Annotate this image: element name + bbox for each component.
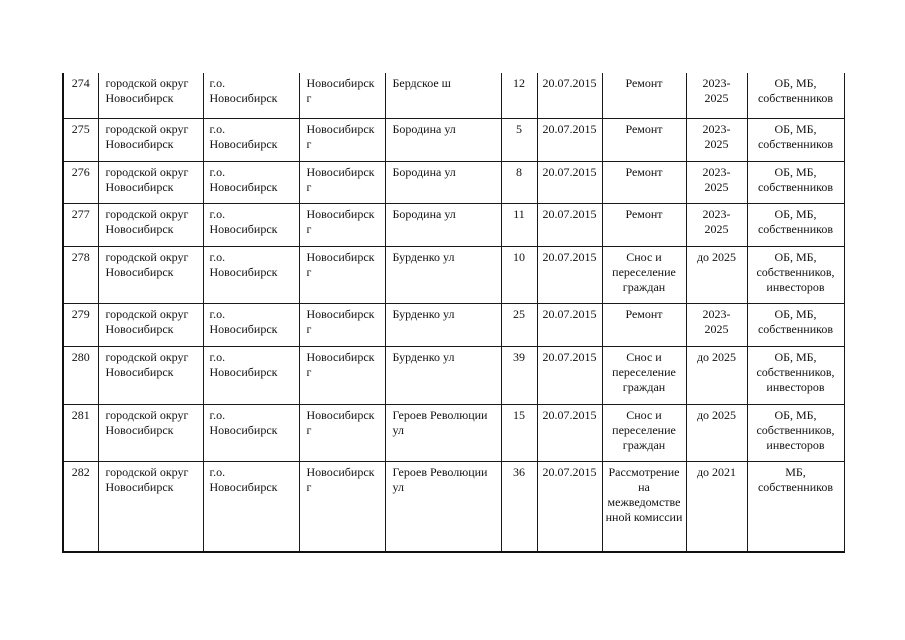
measure-cell: Ремонт — [602, 303, 686, 346]
funding-source-cell: ОБ, МБ, собственников — [747, 203, 844, 246]
date-cell: 20.07.2015 — [537, 404, 602, 461]
street-cell: Бердское ш — [385, 73, 501, 118]
row-number-cell: 275 — [63, 118, 98, 161]
house-number-cell: 25 — [501, 303, 537, 346]
house-number-cell: 11 — [501, 203, 537, 246]
row-number-cell: 274 — [63, 73, 98, 118]
date-cell: 20.07.2015 — [537, 303, 602, 346]
street-cell: Бородина ул — [385, 203, 501, 246]
date-cell: 20.07.2015 — [537, 73, 602, 118]
locality-cell: Новосибирск г — [299, 246, 385, 303]
street-cell: Бородина ул — [385, 161, 501, 203]
row-number-cell: 282 — [63, 461, 98, 552]
funding-source-cell: ОБ, МБ, собственников — [747, 161, 844, 203]
municipality-cell: городской округ Новосибирск — [98, 461, 203, 552]
locality-cell: Новосибирск г — [299, 303, 385, 346]
house-number-cell: 5 — [501, 118, 537, 161]
row-number-cell: 279 — [63, 303, 98, 346]
table-row — [63, 404, 844, 461]
period-cell: 2023-2025 — [686, 203, 747, 246]
table-row — [63, 73, 844, 118]
period-cell: 2023-2025 — [686, 161, 747, 203]
municipality-cell: городской округ Новосибирск — [98, 246, 203, 303]
house-number-cell: 8 — [501, 161, 537, 203]
period-cell: до 2025 — [686, 246, 747, 303]
settlement-cell: г.о. Новосибирск — [203, 303, 299, 346]
period-cell: 2023-2025 — [686, 73, 747, 118]
funding-source-cell: МБ, собственников — [747, 461, 844, 552]
period-cell: до 2021 — [686, 461, 747, 552]
date-cell: 20.07.2015 — [537, 203, 602, 246]
date-cell: 20.07.2015 — [537, 118, 602, 161]
house-number-cell: 10 — [501, 246, 537, 303]
table-row — [63, 118, 844, 161]
date-cell: 20.07.2015 — [537, 246, 602, 303]
funding-source-cell: ОБ, МБ, собственников — [747, 73, 844, 118]
locality-cell: Новосибирск г — [299, 73, 385, 118]
house-number-cell: 39 — [501, 346, 537, 404]
municipality-cell: городской округ Новосибирск — [98, 73, 203, 118]
municipality-cell: городской округ Новосибирск — [98, 161, 203, 203]
date-cell: 20.07.2015 — [537, 461, 602, 552]
table-row — [63, 346, 844, 404]
locality-cell: Новосибирск г — [299, 346, 385, 404]
municipality-cell: городской округ Новосибирск — [98, 303, 203, 346]
street-cell: Героев Революции ул — [385, 461, 501, 552]
measure-cell: Ремонт — [602, 73, 686, 118]
table-row — [63, 246, 844, 303]
funding-source-cell: ОБ, МБ, собственников, инвесторов — [747, 404, 844, 461]
house-number-cell: 12 — [501, 73, 537, 118]
period-cell: 2023-2025 — [686, 303, 747, 346]
measure-cell: Снос и переселение граждан — [602, 246, 686, 303]
date-cell: 20.07.2015 — [537, 161, 602, 203]
table-row — [63, 461, 844, 552]
measure-cell: Рассмотрение на межведомственной комиссии — [602, 461, 686, 552]
house-number-cell: 15 — [501, 404, 537, 461]
settlement-cell: г.о. Новосибирск — [203, 346, 299, 404]
settlement-cell: г.о. Новосибирск — [203, 461, 299, 552]
street-cell: Бурденко ул — [385, 246, 501, 303]
municipality-cell: городской округ Новосибирск — [98, 346, 203, 404]
row-number-cell: 280 — [63, 346, 98, 404]
funding-source-cell: ОБ, МБ, собственников, инвесторов — [747, 246, 844, 303]
settlement-cell: г.о. Новосибирск — [203, 404, 299, 461]
table-row — [63, 303, 844, 346]
housing-program-table — [62, 73, 845, 553]
row-number-cell: 281 — [63, 404, 98, 461]
table-row — [63, 161, 844, 203]
measure-cell: Ремонт — [602, 161, 686, 203]
measure-cell: Ремонт — [602, 203, 686, 246]
funding-source-cell: ОБ, МБ, собственников, инвесторов — [747, 346, 844, 404]
row-number-cell: 276 — [63, 161, 98, 203]
period-cell: до 2025 — [686, 404, 747, 461]
measure-cell: Снос и переселение граждан — [602, 346, 686, 404]
municipality-cell: городской округ Новосибирск — [98, 404, 203, 461]
settlement-cell: г.о. Новосибирск — [203, 73, 299, 118]
funding-source-cell: ОБ, МБ, собственников — [747, 303, 844, 346]
row-number-cell: 277 — [63, 203, 98, 246]
locality-cell: Новосибирск г — [299, 161, 385, 203]
municipality-cell: городской округ Новосибирск — [98, 203, 203, 246]
funding-source-cell: ОБ, МБ, собственников — [747, 118, 844, 161]
table-row — [63, 203, 844, 246]
settlement-cell: г.о. Новосибирск — [203, 203, 299, 246]
locality-cell: Новосибирск г — [299, 203, 385, 246]
settlement-cell: г.о. Новосибирск — [203, 246, 299, 303]
street-cell: Бурденко ул — [385, 303, 501, 346]
street-cell: Героев Революции ул — [385, 404, 501, 461]
street-cell: Бурденко ул — [385, 346, 501, 404]
locality-cell: Новосибирск г — [299, 118, 385, 161]
street-cell: Бородина ул — [385, 118, 501, 161]
measure-cell: Снос и переселение граждан — [602, 404, 686, 461]
measure-cell: Ремонт — [602, 118, 686, 161]
period-cell: до 2025 — [686, 346, 747, 404]
house-number-cell: 36 — [501, 461, 537, 552]
settlement-cell: г.о. Новосибирск — [203, 118, 299, 161]
locality-cell: Новосибирск г — [299, 404, 385, 461]
date-cell: 20.07.2015 — [537, 346, 602, 404]
row-number-cell: 278 — [63, 246, 98, 303]
period-cell: 2023-2025 — [686, 118, 747, 161]
municipality-cell: городской округ Новосибирск — [98, 118, 203, 161]
settlement-cell: г.о. Новосибирск — [203, 161, 299, 203]
locality-cell: Новосибирск г — [299, 461, 385, 552]
